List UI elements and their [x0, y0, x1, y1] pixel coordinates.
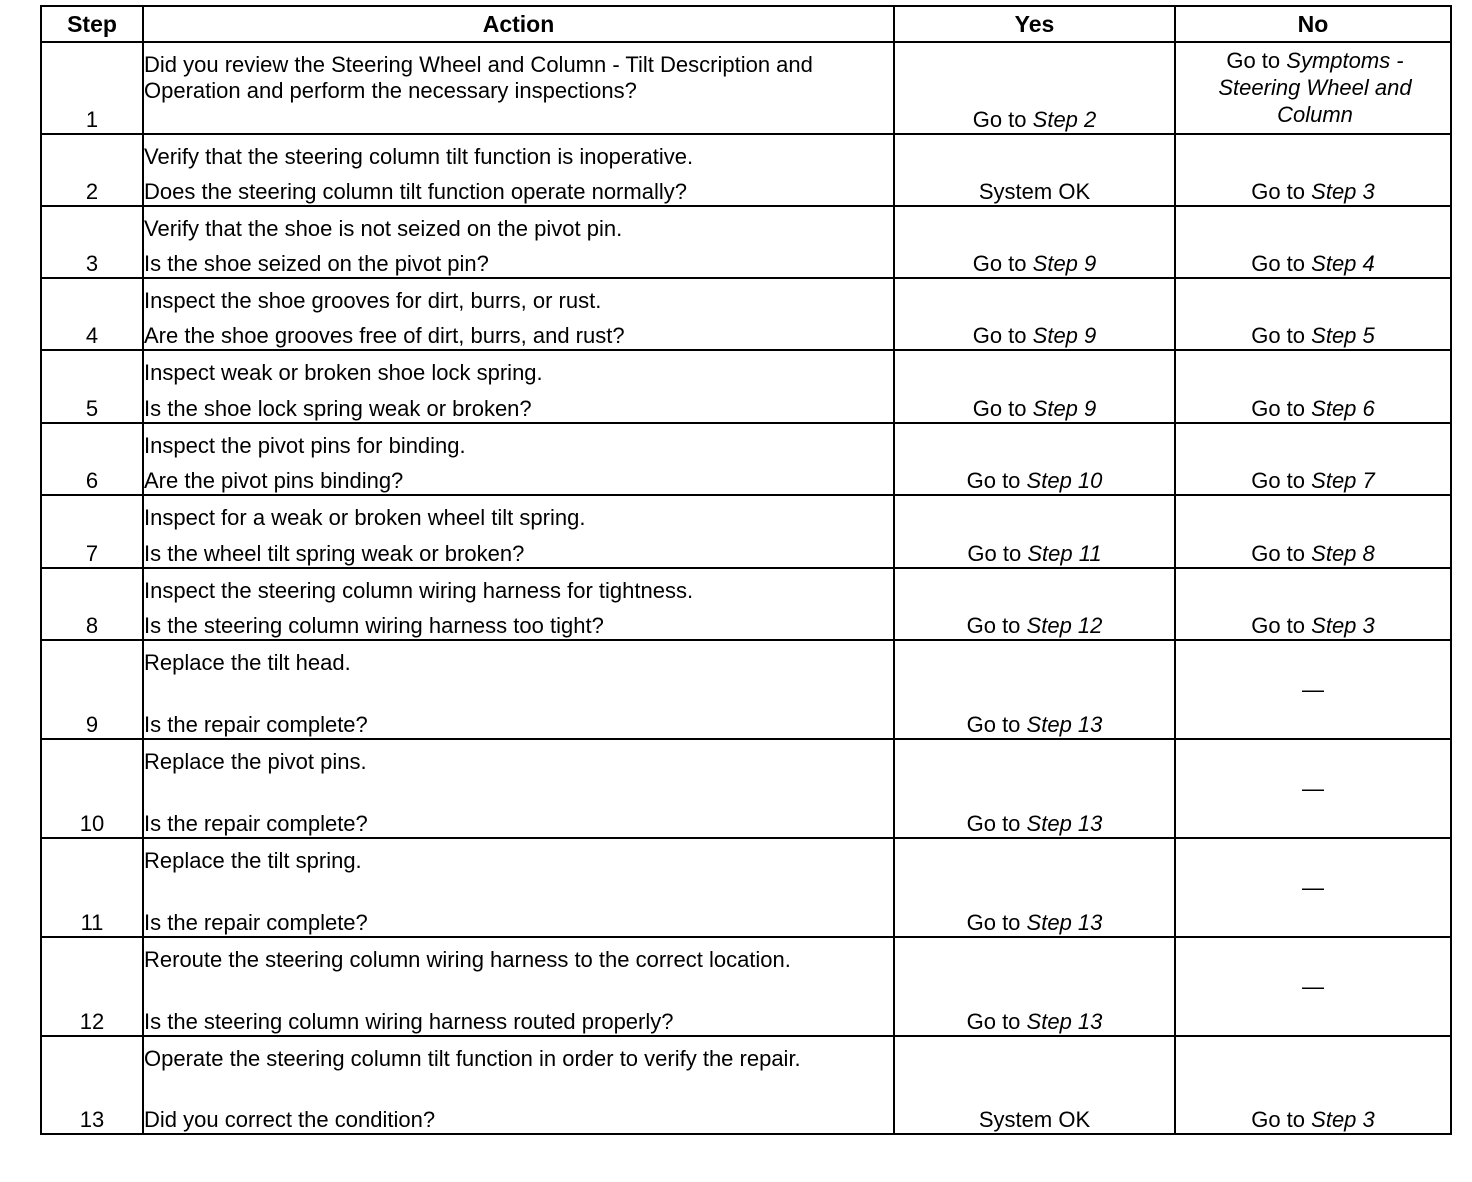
step-number: 4	[41, 278, 143, 350]
no-prefix: Go to	[1251, 541, 1306, 566]
header-no: No	[1175, 6, 1451, 42]
action-instruction: Inspect weak or broken shoe lock spring.	[144, 360, 543, 385]
action-instruction: Inspect the pivot pins for binding.	[144, 433, 466, 458]
action-question: Is the steering column wiring harness routed properly?	[144, 1009, 674, 1034]
no-result	[1175, 495, 1451, 568]
no-result	[1175, 423, 1451, 495]
yes-result	[894, 937, 1175, 1036]
action-cell	[143, 423, 894, 495]
table-row	[41, 1036, 1451, 1134]
action-instruction: Inspect the shoe grooves for dirt, burrs, or rust.	[144, 288, 602, 313]
action-cell	[143, 206, 894, 278]
table-row	[41, 838, 1451, 937]
no-result	[1175, 42, 1451, 134]
yes-result	[894, 568, 1175, 640]
no-prefix: Go to	[1251, 179, 1306, 204]
header-action: Action	[143, 6, 894, 42]
action-instruction: Inspect for a weak or broken wheel tilt spring.	[144, 505, 586, 530]
no-dash: —	[1302, 973, 1324, 999]
step-number: 3	[41, 206, 143, 278]
action-question: Did you review the Steering Wheel and Column - Tilt Description and Operation and perform the necessary inspections?	[144, 52, 813, 103]
yes-step-link: Step 9	[1032, 396, 1097, 421]
yes-result	[894, 278, 1175, 350]
yes-result	[894, 739, 1175, 838]
action-cell	[143, 1036, 894, 1134]
action-cell	[143, 739, 894, 838]
yes-step-link: Step 13	[1026, 1009, 1103, 1034]
action-cell	[143, 278, 894, 350]
no-prefix: Go to	[1251, 396, 1306, 421]
no-result	[1175, 206, 1451, 278]
table-row	[41, 568, 1451, 640]
table-row	[41, 206, 1451, 278]
step-number: 13	[41, 1036, 143, 1134]
yes-step-link: Step 13	[1026, 910, 1103, 935]
action-content	[144, 848, 893, 936]
action-content	[144, 1046, 893, 1133]
yes-result	[894, 350, 1175, 423]
yes-prefix: Go to	[972, 396, 1027, 421]
no-prefix: Go to	[1251, 1107, 1306, 1132]
yes-prefix: Go to	[966, 712, 1021, 737]
action-content	[144, 749, 893, 837]
step-number: 7	[41, 495, 143, 568]
action-question: Is the wheel tilt spring weak or broken?	[144, 541, 525, 566]
no-dash: —	[1302, 676, 1324, 702]
yes-prefix: Go to	[966, 468, 1021, 493]
yes-step-link: Step 9	[1032, 323, 1097, 348]
no-prefix: Go to	[1251, 323, 1306, 348]
action-question: Is the repair complete?	[144, 811, 368, 836]
action-cell	[143, 640, 894, 739]
action-content	[144, 216, 893, 277]
action-cell	[143, 42, 894, 134]
step-number: 9	[41, 640, 143, 739]
step-number: 8	[41, 568, 143, 640]
table-row	[41, 937, 1451, 1036]
no-result	[1175, 937, 1451, 1036]
yes-prefix: System OK	[978, 179, 1091, 204]
no-step-link: Step 4	[1311, 251, 1375, 276]
action-content	[144, 650, 893, 738]
step-number: 2	[41, 134, 143, 206]
no-result	[1175, 838, 1451, 937]
action-question: Is the repair complete?	[144, 910, 368, 935]
no-step-link: Step 3	[1311, 1107, 1375, 1132]
yes-step-link: Step 10	[1026, 468, 1103, 493]
diagnostic-table-sheet	[40, 5, 1450, 1135]
action-instruction: Inspect the steering column wiring harness for tightness.	[144, 578, 694, 603]
table-row	[41, 134, 1451, 206]
yes-step-link: Step 13	[1026, 811, 1103, 836]
table-row	[41, 278, 1451, 350]
no-step-link: Step 3	[1311, 613, 1375, 638]
no-step-link: Step 7	[1311, 468, 1375, 493]
no-result	[1175, 568, 1451, 640]
yes-result	[894, 423, 1175, 495]
yes-result	[894, 42, 1175, 134]
header-yes: Yes	[894, 6, 1175, 42]
no-step-link: Step 5	[1311, 323, 1375, 348]
yes-prefix: System OK	[978, 1107, 1091, 1132]
yes-step-link: Step 2	[1032, 107, 1097, 132]
action-instruction: Reroute the steering column wiring harness to the correct location.	[144, 947, 791, 972]
action-cell	[143, 134, 894, 206]
action-content	[144, 288, 893, 349]
yes-step-link: Step 12	[1026, 613, 1103, 638]
action-question: Is the shoe lock spring weak or broken?	[144, 396, 532, 421]
table-row	[41, 350, 1451, 423]
table-row	[41, 42, 1451, 134]
action-content	[144, 578, 893, 639]
action-instruction: Verify that the steering column tilt function is inoperative.	[144, 144, 694, 169]
action-cell	[143, 350, 894, 423]
action-question: Did you correct the condition?	[144, 1107, 436, 1132]
yes-prefix: Go to	[972, 323, 1027, 348]
header-row	[41, 6, 1451, 42]
step-number: 11	[41, 838, 143, 937]
no-result	[1175, 134, 1451, 206]
no-prefix: Go to	[1251, 468, 1306, 493]
action-cell	[143, 568, 894, 640]
no-prefix: Go to	[1226, 47, 1281, 73]
action-cell	[143, 495, 894, 568]
yes-result	[894, 495, 1175, 568]
yes-prefix: Go to	[972, 107, 1027, 132]
yes-result	[894, 838, 1175, 937]
yes-prefix: Go to	[972, 251, 1027, 276]
action-instruction: Verify that the shoe is not seized on the pivot pin.	[144, 216, 623, 241]
action-instruction: Replace the tilt head.	[144, 650, 351, 675]
action-instruction: Operate the steering column tilt function in order to verify the repair.	[144, 1046, 801, 1071]
table-row	[41, 739, 1451, 838]
yes-step-link: Step 9	[1032, 251, 1097, 276]
action-content	[144, 144, 893, 205]
action-question: Are the pivot pins binding?	[144, 468, 404, 493]
yes-step-link: Step 11	[1027, 541, 1102, 566]
action-content	[144, 360, 893, 422]
no-result	[1175, 640, 1451, 739]
action-instruction: Replace the tilt spring.	[144, 848, 362, 873]
action-instruction: Replace the pivot pins.	[144, 749, 367, 774]
no-result	[1175, 739, 1451, 838]
action-question: Is the steering column wiring harness too tight?	[144, 613, 604, 638]
yes-result	[894, 640, 1175, 739]
no-result	[1175, 1036, 1451, 1134]
yes-result	[894, 206, 1175, 278]
no-result	[1175, 350, 1451, 423]
step-number: 1	[41, 42, 143, 134]
step-number: 6	[41, 423, 143, 495]
action-question: Is the repair complete?	[144, 712, 368, 737]
yes-prefix: Go to	[966, 613, 1021, 638]
no-prefix: Go to	[1251, 251, 1306, 276]
yes-prefix: Go to	[966, 811, 1021, 836]
action-question: Does the steering column tilt function operate normally?	[144, 179, 687, 204]
no-result	[1175, 278, 1451, 350]
no-step-link: Step 3	[1311, 179, 1375, 204]
no-step-link: Step 8	[1311, 541, 1375, 566]
step-number: 12	[41, 937, 143, 1036]
yes-step-link: Step 13	[1026, 712, 1103, 737]
action-question: Is the shoe seized on the pivot pin?	[144, 251, 489, 276]
action-cell	[143, 838, 894, 937]
no-step-link: Symptoms - Steering Wheel and Column	[1218, 47, 1412, 127]
action-content	[144, 505, 893, 567]
no-dash: —	[1302, 775, 1324, 801]
step-number: 5	[41, 350, 143, 423]
table-row	[41, 640, 1451, 739]
action-content	[144, 52, 893, 133]
yes-prefix: Go to	[966, 1009, 1021, 1034]
table-row	[41, 495, 1451, 568]
action-content	[144, 433, 893, 494]
no-dash: —	[1302, 874, 1324, 900]
action-cell	[143, 937, 894, 1036]
no-prefix: Go to	[1251, 613, 1306, 638]
step-number: 10	[41, 739, 143, 838]
yes-prefix: Go to	[966, 910, 1021, 935]
no-step-link: Step 6	[1311, 396, 1375, 421]
yes-result	[894, 134, 1175, 206]
header-step: Step	[41, 6, 143, 42]
table-row	[41, 423, 1451, 495]
diagnostic-table	[40, 5, 1452, 1135]
yes-result	[894, 1036, 1175, 1134]
table-body	[41, 42, 1451, 1134]
yes-prefix: Go to	[967, 541, 1022, 566]
action-question: Are the shoe grooves free of dirt, burrs, and rust?	[144, 323, 625, 348]
action-content	[144, 947, 893, 1035]
